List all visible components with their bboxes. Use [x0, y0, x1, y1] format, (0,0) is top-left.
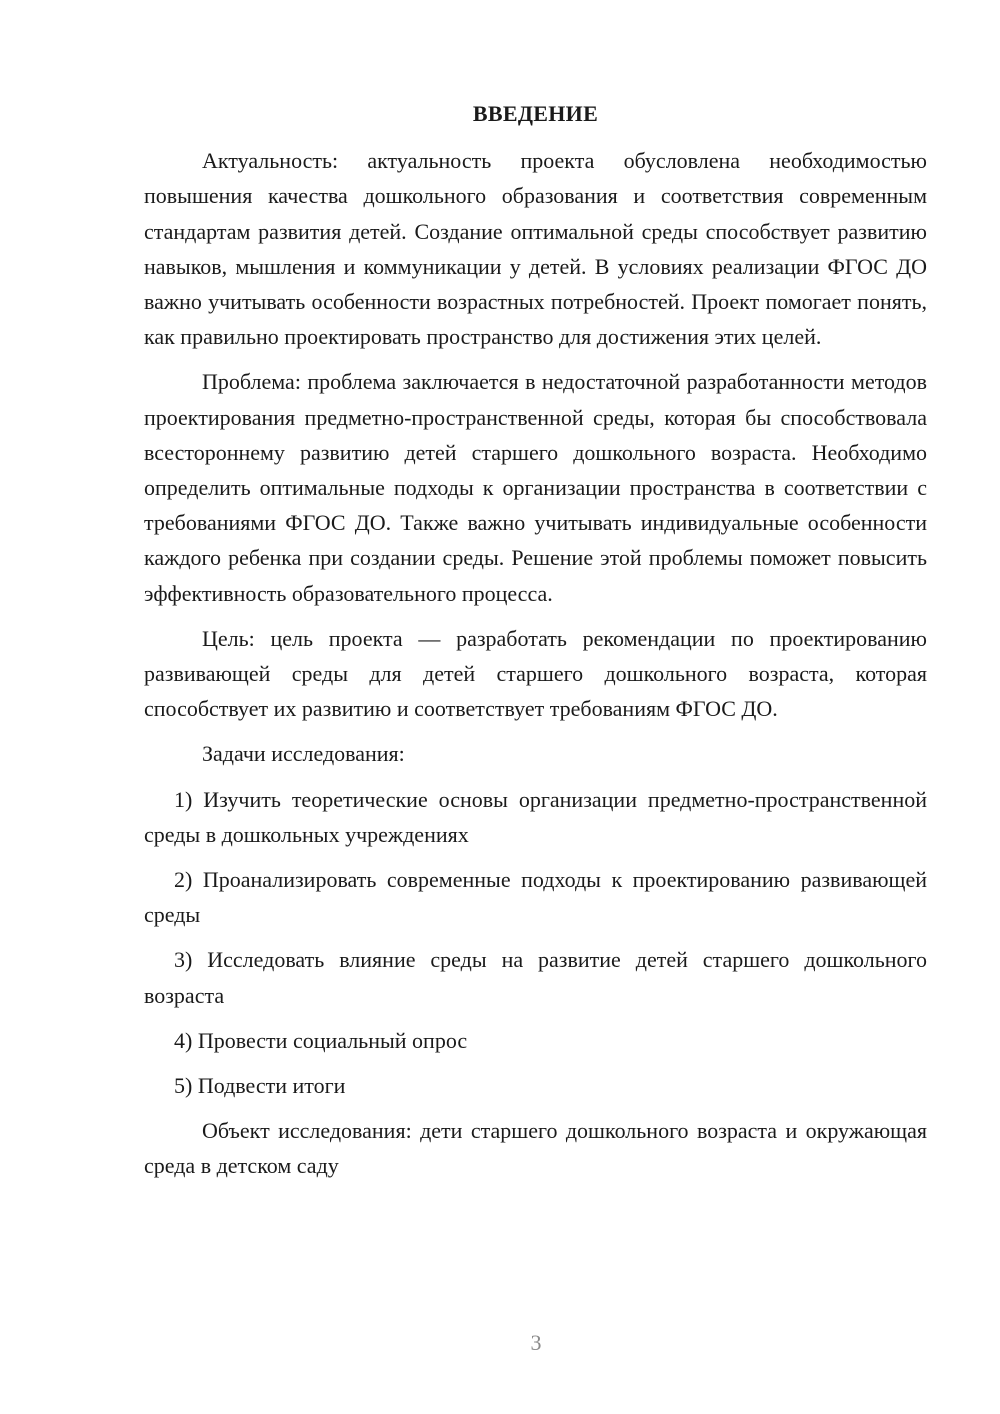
page-number: 3 — [530, 1330, 542, 1355]
tasks-title: Задачи исследования: — [202, 741, 405, 767]
task-item-5: 5) Подвести итоги — [174, 1073, 346, 1099]
page-content — [144, 96, 927, 1194]
section-heading: ВВЕДЕНИЕ — [472, 101, 599, 126]
task-item-3: 3) Исследовать влияние среды на развитие детей старшего дошкольного возраста — [144, 947, 927, 1008]
problem-paragraph: Проблема: проблема заключается в недостаточной разработанности методов проектирования предметно-пространственной среды, которая бы способствовала всестороннему развитию детей старшего дошкольного возраста. Необходимо определить оптимальные подходы к организации пространства в соответствии с требованиями ФГОС ДО. Также важно учитывать индивидуальные особенности каждого ребенка при создании среды. Решение этой проблемы поможет повысить эффективность образовательного процесса. — [144, 369, 927, 606]
task-item-4: 4) Провести социальный опрос — [174, 1027, 468, 1053]
task-item-2: 2) Проанализировать современные подходы к проектированию развивающей среды — [144, 867, 927, 928]
relevance-paragraph: Актуальность: актуальность проекта обусловлена необходимостью повышения качества дошкольного образования и соответствия современным стандартам развития детей. Создание оптимальной среды способствует развитию навыков, мышления и коммуникации у детей. В условиях реализации ФГОС ДО важно учитывать особенности возрастных потребностей. Проект помогает понять, как правильно проектировать пространство для достижения этих целей. — [144, 148, 927, 350]
goal-paragraph: Цель: цель проекта — разработать рекомендации по проектированию развивающей среды для детей старшего дошкольного возраста, которая способствует их развитию и соответствует требованиям ФГОС ДО. — [144, 625, 927, 722]
object-paragraph: Объект исследования: дети старшего дошкольного возраста и окружающая среда в детском саду — [144, 1118, 927, 1179]
task-item-1: 1) Изучить теоретические основы организации предметно-пространственной среды в дошкольных учреждениях — [144, 786, 927, 847]
